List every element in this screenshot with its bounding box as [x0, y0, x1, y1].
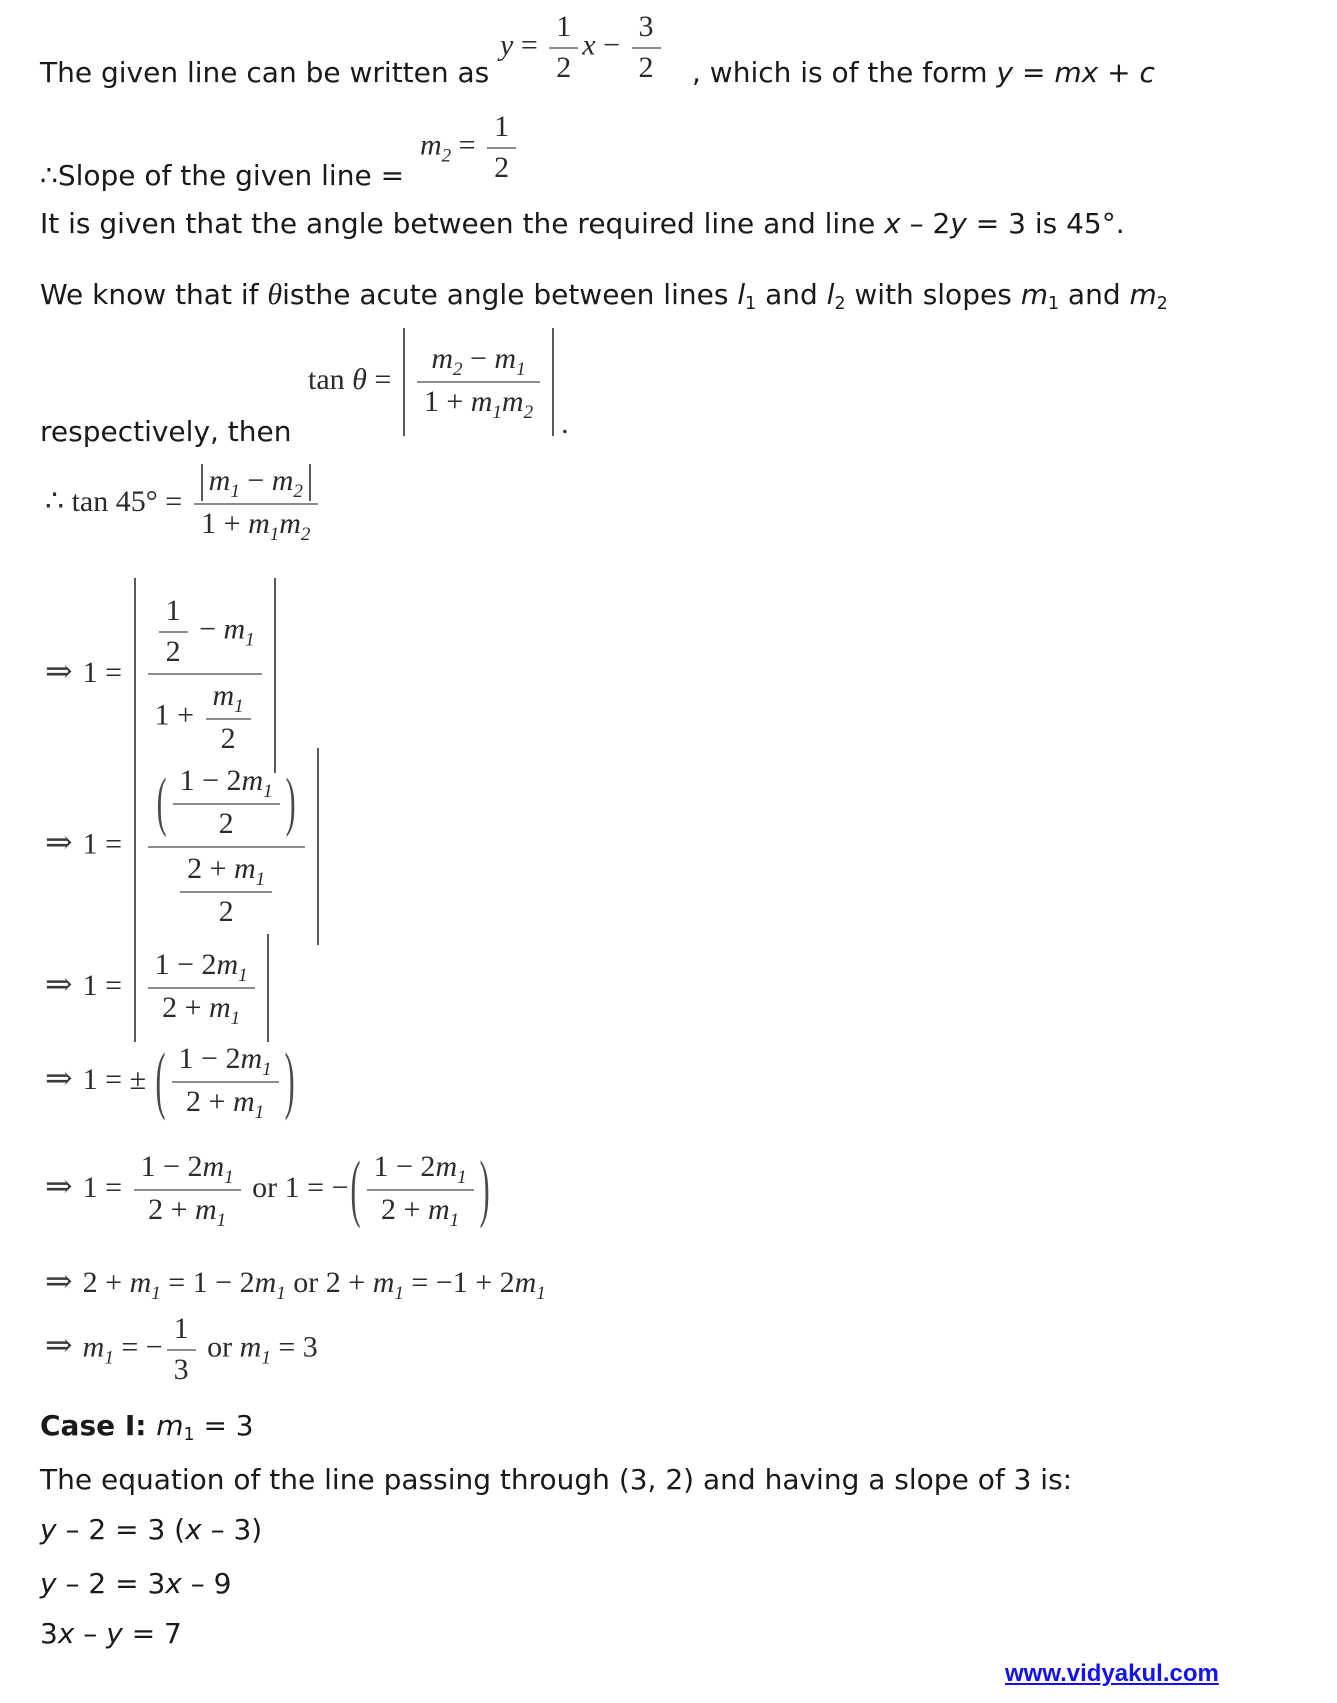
numerator: 1: [165, 594, 181, 627]
abs-bars: [134, 578, 276, 773]
one-equals: 1 =: [82, 827, 130, 861]
subscript: 1: [238, 965, 248, 986]
var-m: m: [1020, 278, 1048, 311]
text-angle-given: [40, 206, 1125, 241]
subscript: 1: [261, 1347, 271, 1369]
fraction: [549, 8, 578, 87]
implies-arrow: ⇒: [45, 1328, 73, 1365]
implies-arrow: ⇒: [45, 825, 73, 862]
text-which-form: , which is of the form: [692, 56, 997, 89]
subscript: 1: [394, 1283, 404, 1304]
or-text: or: [285, 1266, 326, 1299]
var-m: m: [156, 1409, 184, 1442]
and-text: and: [1059, 278, 1130, 311]
numerator: [148, 590, 262, 673]
numerator: [148, 946, 255, 987]
and-text: and: [756, 278, 827, 311]
eq1-mid: – 2 = 3 (: [56, 1513, 186, 1546]
numerator: [172, 1040, 279, 1081]
var-x: x: [57, 1617, 75, 1650]
one-plus: 1 +: [154, 698, 202, 732]
text-given-line-label: The given line can be written as: [40, 56, 490, 89]
fraction: [148, 760, 305, 933]
var-mx: mx: [1054, 56, 1099, 89]
plus-minus: ±: [129, 1062, 154, 1096]
one-plus: 1 +: [201, 507, 249, 540]
subscript: 2: [300, 524, 311, 545]
one-equals: 1 =: [82, 1170, 130, 1204]
eq3-tail: = 7: [122, 1617, 182, 1650]
subscript: 2: [523, 402, 534, 423]
var-m: m: [202, 1150, 225, 1183]
equation-step-2: [45, 748, 323, 945]
right-paren: ): [285, 765, 296, 838]
fraction: [194, 462, 318, 546]
var-theta: θ: [267, 278, 283, 311]
fraction: [417, 340, 540, 424]
equation-line-3: [40, 1616, 182, 1651]
vidyakul-link[interactable]: www.vidyakul.com: [1005, 1660, 1219, 1687]
neg-one-plus-2: −1 + 2: [435, 1266, 515, 1299]
var-m: m: [241, 764, 264, 797]
denominator: 2: [638, 50, 654, 84]
two-plus: 2 +: [186, 1085, 233, 1118]
one-equals: 1 =: [82, 968, 130, 1002]
minus: −: [239, 464, 272, 497]
var-m: m: [420, 128, 442, 162]
denominator: 2: [494, 150, 510, 184]
left-paren: (: [156, 765, 167, 838]
subscript: 1: [262, 1059, 272, 1080]
abs-bars: [201, 464, 311, 501]
numerator: [180, 850, 272, 891]
fraction: [173, 762, 280, 844]
equation-line-label: The equation of the line passing through (3, 2) and having a slope of 3 is:: [40, 1463, 1073, 1496]
numerator: [206, 677, 251, 718]
var-y: y: [996, 56, 1014, 89]
subscript: 1: [492, 402, 502, 423]
equals: =: [1013, 56, 1055, 89]
fraction: [367, 1148, 474, 1232]
fraction: [632, 8, 661, 87]
one-minus-2: 1 − 2: [373, 1150, 436, 1183]
var-l: l: [737, 278, 746, 311]
equation-tan45: [45, 462, 322, 546]
fraction: [148, 946, 255, 1030]
plus: +: [1098, 56, 1140, 89]
equals: =: [513, 28, 546, 62]
denominator: 2: [556, 50, 572, 84]
var-m: m: [232, 1085, 255, 1118]
therefore-tan45: ∴ tan 45° =: [45, 484, 190, 518]
equation-step-5: [45, 1148, 492, 1232]
two-plus: 2 +: [162, 991, 209, 1024]
subscript: 2: [834, 294, 846, 314]
fraction: [487, 108, 516, 187]
case-label: Case I:: [40, 1409, 157, 1442]
denominator: 2: [220, 722, 236, 755]
numerator: [367, 1148, 474, 1189]
var-x: x: [165, 1567, 182, 1600]
abs-bars: [134, 748, 319, 945]
two-plus: 2 +: [187, 851, 234, 885]
var-m: m: [240, 1042, 263, 1075]
subscript: 1: [234, 696, 244, 717]
var-x: x: [884, 207, 901, 240]
with-slopes-text: with slopes: [845, 278, 1021, 311]
denominator: [194, 505, 317, 546]
implies-arrow: ⇒: [45, 1060, 73, 1097]
fraction: [159, 592, 188, 671]
subscript: 1: [104, 1347, 114, 1369]
subscript: 1: [516, 359, 526, 380]
var-y: y: [500, 28, 514, 62]
slope-label: ∴Slope of the given line =: [40, 159, 405, 192]
minus-2: – 2: [900, 207, 951, 240]
left-paren: (: [155, 1039, 166, 1122]
denominator: [374, 1191, 466, 1232]
text-equation-line: [40, 1462, 1072, 1497]
numerator: [173, 762, 280, 803]
var-m: m: [494, 342, 517, 375]
respectively-label: respectively, then: [40, 415, 292, 448]
subscript: 1: [230, 481, 240, 502]
subscript: 1: [216, 1210, 227, 1231]
numerator: 3: [638, 10, 654, 43]
minus: −: [595, 28, 628, 62]
equals-negative: = −: [113, 1330, 163, 1364]
two-plus: 2 +: [325, 1266, 373, 1299]
tan-label: tan: [308, 362, 353, 396]
angle-text: It is given that the angle between the required line and line: [40, 207, 885, 240]
numerator: 1: [173, 1312, 189, 1345]
abs-bars: [403, 328, 554, 436]
var-y: y: [950, 207, 967, 240]
var-m: m: [470, 385, 493, 418]
or-text: or: [199, 1330, 240, 1364]
one-plus: 1 +: [423, 385, 471, 418]
subscript: 1: [245, 629, 255, 651]
we-know-prefix: We know that if: [40, 278, 268, 311]
eq2-mid: – 2 = 3: [56, 1567, 166, 1600]
subscript: 2: [293, 481, 303, 502]
denominator: 2: [165, 634, 181, 668]
var-l: l: [826, 278, 835, 311]
var-m: m: [129, 1266, 152, 1299]
equation-step-1: [45, 578, 280, 773]
equation-step-3: [45, 934, 273, 1042]
minus: −: [462, 342, 495, 375]
var-m: m: [279, 507, 301, 540]
denominator: 2: [218, 807, 234, 840]
var-m: m: [223, 612, 246, 646]
subscript: 2: [441, 145, 452, 167]
formula-slope-m2: [420, 108, 520, 187]
subscript: 1: [1047, 294, 1060, 314]
var-y: y: [40, 1513, 57, 1546]
var-y: y: [40, 1567, 57, 1600]
equation-step-6: [45, 1262, 546, 1303]
implies-arrow: ⇒: [45, 654, 73, 691]
equals: =: [160, 1266, 193, 1299]
denominator: [169, 848, 283, 934]
subscript: 1: [255, 868, 266, 890]
var-m: m: [212, 679, 235, 712]
var-m: m: [248, 507, 270, 540]
denominator: [417, 383, 540, 424]
denominator: [141, 1191, 233, 1232]
var-x: x: [185, 1513, 202, 1546]
one-minus-2: 1 − 2: [154, 948, 217, 981]
eq2-tail: – 9: [181, 1567, 232, 1600]
one-equals: 1 =: [82, 656, 130, 690]
var-m: m: [82, 1330, 105, 1364]
numerator: 1: [556, 10, 572, 43]
equals-3: = 3: [194, 1409, 254, 1442]
numerator: [424, 340, 532, 381]
fraction: [206, 677, 251, 759]
subscript: 1: [269, 524, 280, 545]
equation-step-7: [45, 1310, 318, 1389]
equals: =: [403, 1266, 436, 1299]
subscript: 1: [230, 1008, 241, 1029]
formula-given-line: [500, 8, 665, 87]
var-m: m: [427, 1193, 450, 1226]
or-text: or: [244, 1170, 285, 1204]
var-m: m: [435, 1150, 458, 1183]
one-minus-2: 1 − 2: [192, 1266, 255, 1299]
subscript: 2: [1156, 294, 1168, 314]
case-heading: [40, 1408, 254, 1447]
subscript: 1: [224, 1167, 234, 1188]
equation-tan-theta: [308, 328, 569, 440]
subscript: 2: [453, 359, 463, 380]
var-theta: θ: [352, 362, 367, 396]
abs-bars: [134, 934, 269, 1042]
fraction: [134, 1148, 241, 1232]
var-m: m: [208, 464, 231, 497]
numerator: [134, 1148, 241, 1189]
equals: =: [451, 128, 484, 162]
equals-3-45: = 3 is 45°.: [966, 207, 1125, 240]
two-plus: 2 +: [82, 1266, 130, 1299]
subscript: 1: [183, 1425, 195, 1445]
implies-arrow: ⇒: [45, 1264, 73, 1300]
fraction: [148, 590, 262, 761]
equation-line-1: [40, 1512, 262, 1547]
negative-sign: −: [331, 1170, 349, 1204]
subscript: 1: [457, 1167, 467, 1188]
subscript: 1: [263, 781, 273, 802]
text-form-ymxc: [692, 55, 1155, 90]
subscript: 1: [745, 294, 757, 314]
minus: −: [191, 612, 224, 646]
var-m: m: [254, 1266, 277, 1299]
fraction: [172, 1040, 279, 1124]
one-equals: 1 =: [82, 1062, 130, 1096]
var-m: m: [209, 991, 231, 1024]
equation-step-4: [45, 1040, 297, 1124]
numerator: 1: [494, 110, 510, 143]
acute-angle-text: isthe acute angle between lines: [282, 278, 738, 311]
text-given-line: [40, 55, 489, 90]
two-plus: 2 +: [381, 1193, 428, 1226]
right-paren: ): [479, 1147, 490, 1230]
var-m: m: [501, 385, 524, 418]
denominator: 3: [173, 1352, 189, 1386]
equation-line-2: [40, 1566, 231, 1601]
numerator: [194, 462, 318, 503]
left-paren: (: [350, 1147, 361, 1230]
one-minus-2: 1 − 2: [140, 1150, 203, 1183]
var-m: m: [514, 1266, 537, 1299]
one-minus-2: 1 − 2: [178, 1042, 241, 1075]
text-slope-label: [40, 158, 404, 193]
fraction: [180, 850, 272, 932]
var-m: m: [195, 1193, 217, 1226]
var-m: m: [216, 948, 239, 981]
one-minus-2: 1 − 2: [179, 764, 242, 797]
subscript: 1: [449, 1210, 460, 1231]
var-c: c: [1139, 56, 1155, 89]
eq1-tail: – 3): [201, 1513, 263, 1546]
period: .: [561, 406, 569, 440]
subscript: 1: [151, 1283, 161, 1304]
equals-3: = 3: [270, 1330, 318, 1364]
var-x: x: [582, 28, 596, 62]
implies-arrow: ⇒: [45, 1168, 73, 1205]
subscript: 1: [536, 1283, 546, 1304]
var-y: y: [106, 1617, 123, 1650]
subscript: 1: [254, 1102, 265, 1123]
one-equals: 1 =: [284, 1170, 332, 1204]
subscript: 1: [276, 1283, 286, 1304]
denominator: 2: [218, 894, 234, 928]
var-m: m: [431, 342, 453, 375]
var-m: m: [239, 1330, 262, 1364]
text-respectively: [40, 414, 292, 449]
denominator: [155, 989, 247, 1030]
var-m: m: [372, 1266, 395, 1299]
denominator: [179, 1083, 271, 1124]
var-m: m: [234, 851, 256, 885]
right-paren: ): [284, 1039, 295, 1122]
fraction: [167, 1310, 196, 1389]
text-we-know: [40, 276, 1168, 316]
implies-arrow: ⇒: [45, 966, 73, 1003]
two-plus: 2 +: [148, 1193, 195, 1226]
var-m: m: [271, 464, 294, 497]
equals: =: [366, 362, 399, 396]
eq3-minus: –: [74, 1617, 107, 1650]
var-m: m: [1129, 278, 1157, 311]
eq3-lead: 3: [40, 1617, 58, 1650]
numerator: [148, 760, 305, 846]
